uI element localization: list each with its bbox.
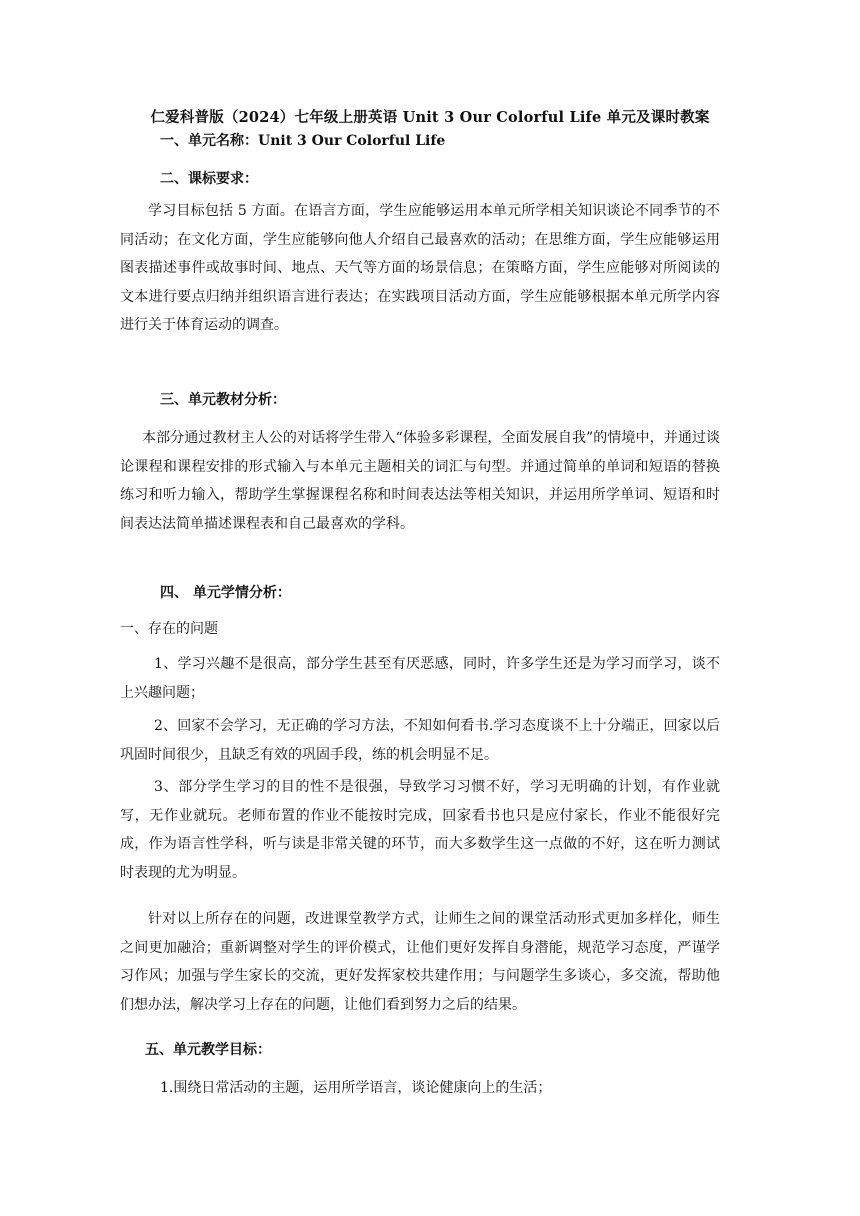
problem-item-2: 2、回家不会学习，无正确的学习方法，不知如何看书.学习态度谈不上十分端正，回家以后巩固时间很少，且缺乏有效的巩固手段，练的机会明显不足。 xyxy=(120,718,720,763)
section-unit-name: 一、单元名称：Unit 3 Our Colorful Life xyxy=(160,133,446,149)
section-goals-heading: 五、单元教学目标： xyxy=(145,1042,271,1058)
material-paragraph: 本部分通过教材主人公的对话将学生带入“体验多彩课程，全面发展自我”的情境中，并通过谈论课程和课程安排的形式输入与本单元主题相关的词汇与句型。并通过简单的单词和短语的替换练习和听力输入，帮助学生掌握课程名称和时间表达法等相关知识，并运用所学单词、短语和时间表达法简单描述课程表和自己最喜欢的学科。 xyxy=(120,430,720,532)
section-material-heading: 三、单元教材分析： xyxy=(160,392,286,408)
problem-item-1: 1、学习兴趣不是很高，部分学生甚至有厌恶感，同时，许多学生还是为学习而学习，谈不上兴趣问题； xyxy=(120,656,720,701)
problems-subheading: 一、存在的问题 xyxy=(120,621,218,637)
document-title: 仁爱科普版（2024）七年级上册英语 Unit 3 Our Colorful Life 单元及课时教案 xyxy=(150,109,710,126)
problem-item-3: 3、部分学生学习的目的性不是很强，导致学习习惯不好，学习无明确的计划，有作业就写，无作业就玩。老师布置的作业不能按时完成，回家看书也只是应付家长，作业不能很好完成，作为语言性学科，听与读是非常关键的环节，而大多数学生这一点做的不好，这在听力测试时表现的尤为明显。 xyxy=(120,779,720,881)
section-curriculum-heading: 二、课标要求： xyxy=(160,171,258,187)
goal-item-1: 1.围绕日常活动的主题，运用所学语言，谈论健康向上的生活； xyxy=(160,1080,552,1096)
curriculum-paragraph: 学习目标包括 5 方面。在语言方面，学生应能够运用本单元所学相关知识谈论不同季节的不同活动；在文化方面，学生应能够向他人介绍自己最喜欢的活动；在思维方面，学生应能够运用图表描述事件或故事时间、地点、天气等方面的场景信息；在策略方面，学生应能够对所阅读的文本进行要点归纳并组织语言进行表达；在实践项目活动方面，学生应能够根据本单元所学内容进行关于体育运动的调查。 xyxy=(120,203,720,333)
response-paragraph: 针对以上所存在的问题，改进课堂教学方式，让师生之间的课堂活动形式更加多样化，师生之间更加融洽；重新调整对学生的评价模式，让他们更好发挥自身潜能，规范学习态度，严谨学习作风；加强与学生家长的交流，更好发挥家校共建作用；与问题学生多谈心，多交流，帮助他们想办法，解决学习上存在的问题，让他们看到努力之后的结果。 xyxy=(120,911,720,1013)
section-learner-heading: 四、 单元学情分析： xyxy=(160,585,291,601)
